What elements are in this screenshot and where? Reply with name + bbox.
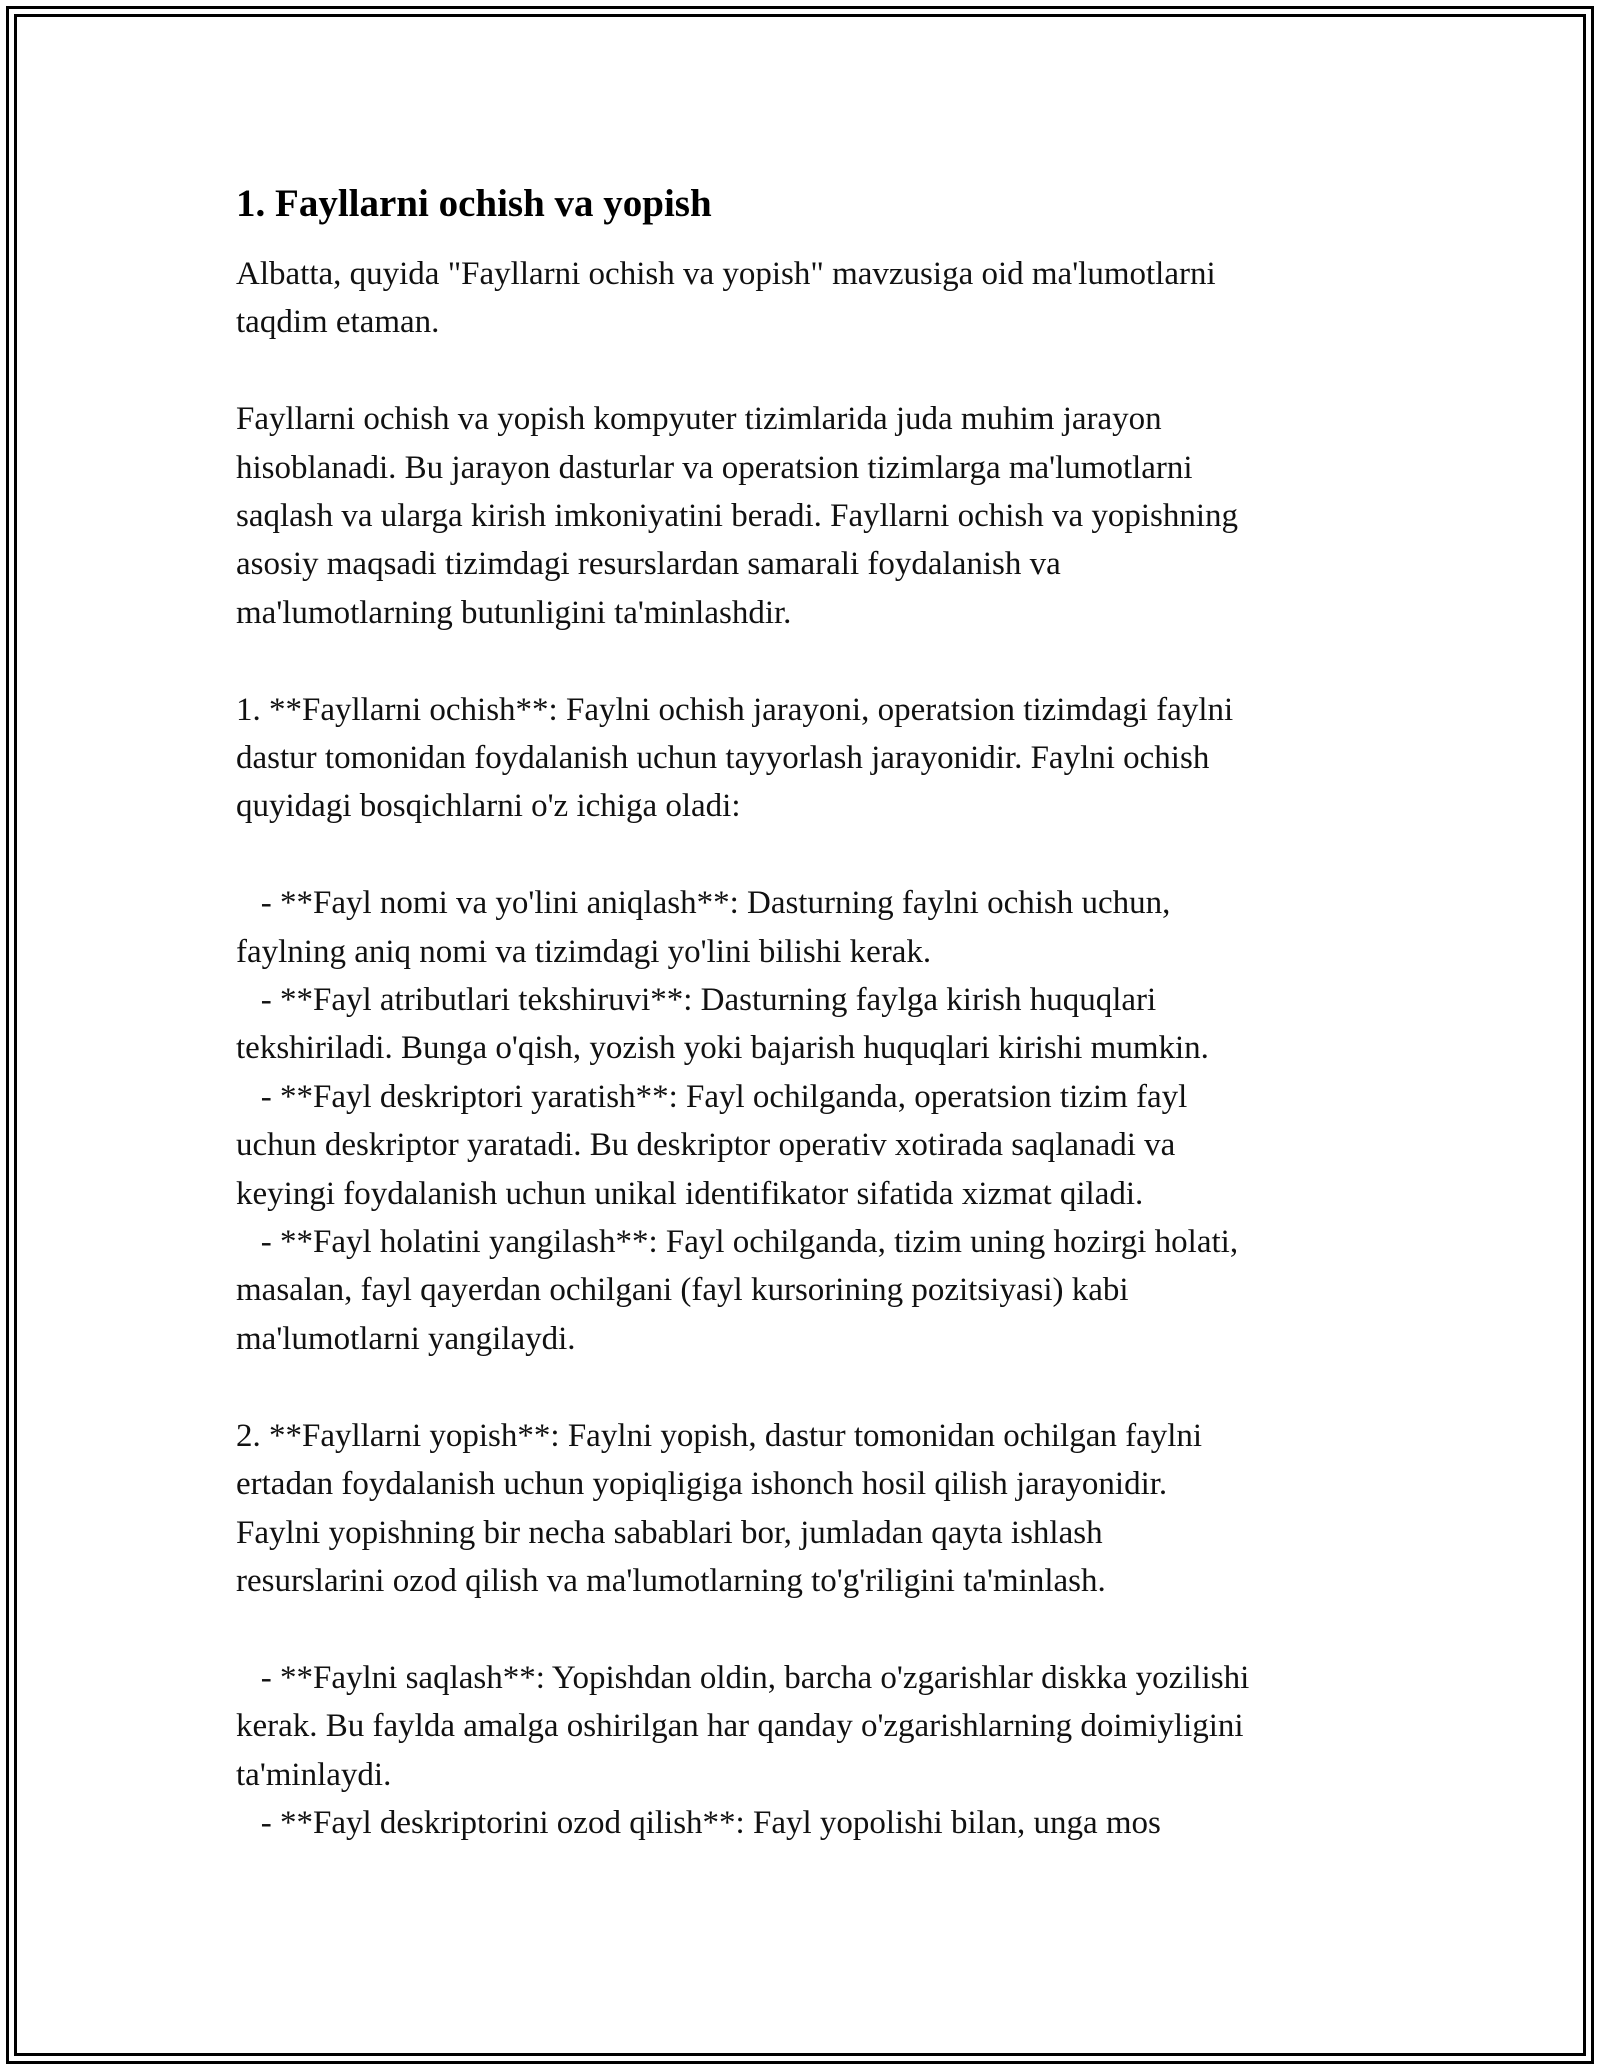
text-line: taqdim etaman. [236, 304, 440, 341]
text-line: saqlash va ularga kirish imkoniyatini beradi. Fayllarni ochish va yopishning [236, 498, 1239, 535]
text-line: 2. **Fayllarni yopish**: Faylni yopish, dastur tomonidan ochilgan faylni [236, 1417, 1203, 1454]
text-line: uchun deskriptor yaratadi. Bu deskriptor operativ xotirada saqlanadi va [236, 1127, 1176, 1164]
text-line: ertadan foydalanish uchun yopiqligiga ishonch hosil qilish jarayonidir. [236, 1466, 1168, 1503]
document-body [236, 250, 1376, 1847]
blank-line [236, 1605, 1376, 1653]
text-line: - **Faylni saqlash**: Yopishdan oldin, barcha o'zgarishlar diskka yozilishi [236, 1659, 1250, 1696]
blank-line [236, 1363, 1376, 1411]
text-line: Fayllarni ochish va yopish kompyuter tizimlarida juda muhim jarayon [236, 401, 1162, 438]
text-line: hisoblanadi. Bu jarayon dasturlar va operatsion tizimlarga ma'lumotlarni [236, 449, 1193, 486]
text-line: tekshiriladi. Bunga o'qish, yozish yoki bajarish huquqlari kirishi mumkin. [236, 1030, 1209, 1067]
blank-line [236, 831, 1376, 879]
text-line: masalan, fayl qayerdan ochilgani (fayl kursorining pozitsiyasi) kabi [236, 1272, 1129, 1309]
text-line: - **Fayl holatini yangilash**: Fayl ochilganda, tizim uning hozirgi holati, [236, 1224, 1239, 1261]
text-line: ma'lumotlarning butunligini ta'minlashdir. [236, 594, 792, 631]
blank-line [236, 347, 1376, 395]
document-title: 1. Fayllarni ochish va yopish [236, 182, 712, 225]
text-line: resurslarini ozod qilish va ma'lumotlarning to'g'riligini ta'minlash. [236, 1562, 1106, 1599]
text-line: keyingi foydalanish uchun unikal identifikator sifatida xizmat qiladi. [236, 1175, 1144, 1212]
text-line: asosiy maqsadi tizimdagi resurslardan samarali foydalanish va [236, 546, 1061, 583]
text-line: ma'lumotlarni yangilaydi. [236, 1320, 576, 1357]
text-line: - **Fayl nomi va yo'lini aniqlash**: Dasturning faylni ochish uchun, [236, 885, 1171, 922]
blank-line [236, 637, 1376, 685]
text-line: Albatta, quyida "Fayllarni ochish va yopish" mavzusiga oid ma'lumotlarni [236, 256, 1216, 292]
text-line: 1. **Fayllarni ochish**: Faylni ochish jarayoni, operatsion tizimdagi faylni [236, 691, 1234, 728]
text-line: - **Fayl atributlari tekshiruvi**: Dasturning faylga kirish huquqlari [236, 982, 1157, 1019]
text-line: quyidagi bosqichlarni o'z ichiga oladi: [236, 788, 741, 825]
text-line: - **Fayl deskriptori yaratish**: Fayl ochilganda, operatsion tizim fayl [236, 1078, 1188, 1115]
text-line: - **Fayl deskriptorini ozod qilish**: Fayl yopolishi bilan, unga mos [236, 1804, 1161, 1841]
text-line: faylning aniq nomi va tizimdagi yo'lini bilishi kerak. [236, 933, 932, 970]
text-line: ta'minlaydi. [236, 1756, 392, 1793]
document-content [236, 180, 1376, 1847]
text-line: dastur tomonidan foydalanish uchun tayyorlash jarayonidir. Faylni ochish [236, 740, 1210, 777]
text-line: Faylni yopishning bir necha sabablari bor, jumladan qayta ishlash [236, 1514, 1103, 1551]
text-line: kerak. Bu faylda amalga oshirilgan har qanday o'zgarishlarning doimiyligini [236, 1708, 1244, 1745]
